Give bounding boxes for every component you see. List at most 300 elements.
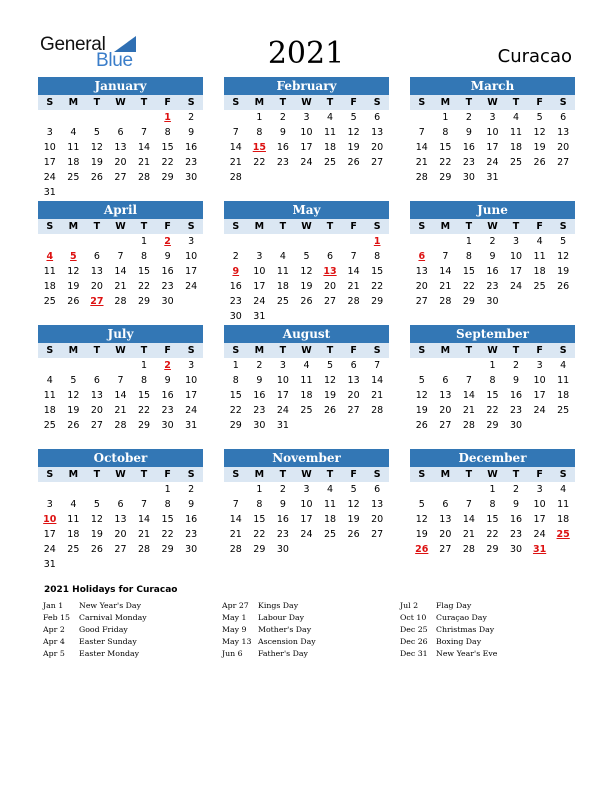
day-cell: 19 <box>67 405 80 416</box>
weekday-label: S <box>232 97 240 108</box>
day-cell: 7 <box>117 251 124 262</box>
day-cell: 26 <box>347 157 360 168</box>
weekday-label: S <box>46 345 54 356</box>
day-cell: 25 <box>67 544 80 555</box>
weekday-label: W <box>487 97 498 108</box>
weekday-label: S <box>46 221 54 232</box>
weekday-header <box>38 219 203 234</box>
day-cell: 5 <box>350 484 357 495</box>
day-cell: 14 <box>137 142 151 153</box>
day-cell: 13 <box>371 127 384 138</box>
month-january <box>38 77 203 200</box>
day-cell: 15 <box>137 390 151 401</box>
day-cell: 19 <box>90 529 103 540</box>
weekday-header <box>38 343 203 358</box>
day-cell: 17 <box>533 390 546 401</box>
day-cell: 7 <box>418 127 425 138</box>
days-grid <box>38 482 203 572</box>
empty-day <box>248 234 272 249</box>
empty-day <box>85 482 109 497</box>
empty-day <box>62 110 86 125</box>
day-cell: 17 <box>253 281 266 292</box>
day-cell: 27 <box>90 420 103 431</box>
day-cell: 3 <box>188 360 195 371</box>
month-june <box>410 201 575 309</box>
day-cell: 27 <box>371 529 384 540</box>
day-cell: 14 <box>114 266 127 277</box>
day-cell: 11 <box>67 514 80 525</box>
day-cell: 1 <box>256 484 263 495</box>
day-cell: 5 <box>536 112 543 123</box>
day-cell: 22 <box>253 529 266 540</box>
day-cell: 19 <box>347 514 360 525</box>
day-cell: 21 <box>347 281 360 292</box>
day-cell: 12 <box>323 375 337 386</box>
month-title: April <box>38 201 203 219</box>
weekday-label: W <box>301 221 312 232</box>
day-cell: 29 <box>137 420 151 431</box>
day-cell: 29 <box>462 296 475 307</box>
day-cell: 27 <box>114 172 127 183</box>
day-cell: 22 <box>161 157 174 168</box>
day-cell: 31 <box>253 311 266 322</box>
day-cell: 27 <box>439 420 452 431</box>
holiday-date: Jul 2 <box>400 601 419 610</box>
day-cell: 20 <box>347 390 360 401</box>
day-cell: 28 <box>229 172 242 183</box>
weekday-label: M <box>440 345 451 356</box>
empty-day <box>342 234 366 249</box>
day-cell: 12 <box>415 514 428 525</box>
day-cell: 27 <box>371 157 384 168</box>
empty-day <box>109 110 133 125</box>
month-title: November <box>224 449 389 467</box>
empty-day <box>85 110 109 125</box>
holiday-name: Kings Day <box>258 601 299 610</box>
day-cell: 18 <box>300 390 313 401</box>
day-cell: 24 <box>43 172 56 183</box>
day-cell: 27 <box>114 544 127 555</box>
day-cell: 21 <box>462 529 475 540</box>
day-cell: 16 <box>185 514 198 525</box>
weekday-label: F <box>164 221 171 232</box>
day-cell: 4 <box>70 127 77 138</box>
day-cell: 20 <box>371 142 384 153</box>
month-title: September <box>410 325 575 343</box>
day-cell: 30 <box>509 420 523 431</box>
weekday-label: M <box>254 97 265 108</box>
empty-day <box>109 358 133 373</box>
day-cell: 3 <box>256 251 263 262</box>
day-cell: 16 <box>185 142 198 153</box>
day-cell: 3 <box>489 112 496 123</box>
empty-day <box>38 482 62 497</box>
holiday-name: New Year's Eve <box>436 649 498 658</box>
empty-day <box>62 358 86 373</box>
month-title: June <box>410 201 575 219</box>
day-cell: 18 <box>557 390 570 401</box>
day-cell: 25 <box>509 157 523 168</box>
weekday-label: M <box>68 221 79 232</box>
empty-day <box>62 234 86 249</box>
day-cell: 4 <box>327 112 334 123</box>
day-cell: 20 <box>323 281 337 292</box>
weekday-label: T <box>93 221 101 232</box>
day-cell: 30 <box>229 311 242 322</box>
day-cell: 26 <box>90 544 103 555</box>
weekday-label: T <box>512 221 520 232</box>
day-cell: 26 <box>415 420 428 431</box>
day-cell: 14 <box>229 514 242 525</box>
day-cell: 25 <box>300 405 313 416</box>
day-cell: 28 <box>371 405 384 416</box>
day-cell: 16 <box>276 142 289 153</box>
day-cell: 24 <box>533 405 546 416</box>
day-cell: 25 <box>533 281 546 292</box>
day-cell: 17 <box>533 514 546 525</box>
day-cell: 28 <box>137 172 151 183</box>
holiday-row <box>43 600 147 612</box>
day-cell: 4 <box>303 360 310 371</box>
day-cell: 5 <box>93 499 100 510</box>
weekday-label: T <box>140 345 148 356</box>
day-cell: 1 <box>232 360 239 371</box>
day-cell: 3 <box>536 484 543 495</box>
day-cell: 4 <box>513 112 520 123</box>
day-cell: 28 <box>347 296 360 307</box>
day-cell: 9 <box>489 251 496 262</box>
days-grid <box>224 234 389 324</box>
weekday-label: T <box>326 221 334 232</box>
day-cell: 30 <box>462 172 475 183</box>
holiday-date: Oct 10 <box>400 613 427 622</box>
day-cell: 12 <box>415 390 428 401</box>
day-cell: 3 <box>536 360 543 371</box>
weekday-label: T <box>465 221 473 232</box>
day-cell: 24 <box>300 529 313 540</box>
weekday-label: T <box>279 97 287 108</box>
weekday-label: F <box>536 221 543 232</box>
day-cell: 13 <box>371 499 384 510</box>
day-cell: 1 <box>489 484 496 495</box>
month-title: October <box>38 449 203 467</box>
day-cell: 11 <box>323 499 337 510</box>
holiday-date: Dec 25 <box>400 625 428 634</box>
holiday-name: Easter Monday <box>79 649 140 658</box>
holiday-column <box>43 600 147 660</box>
day-cell: 11 <box>300 375 313 386</box>
day-cell: 18 <box>67 529 80 540</box>
day-cell: 14 <box>462 390 475 401</box>
day-cell: 28 <box>114 420 127 431</box>
day-cell: 30 <box>509 544 523 555</box>
weekday-label: F <box>536 469 543 480</box>
weekday-header <box>224 95 389 110</box>
day-cell: 20 <box>557 142 570 153</box>
day-cell: 13 <box>114 514 127 525</box>
day-cell: 31 <box>486 172 499 183</box>
empty-day <box>132 482 156 497</box>
day-cell: 25 <box>323 157 337 168</box>
day-cell: 4 <box>536 236 543 247</box>
weekday-label: T <box>465 469 473 480</box>
empty-day <box>410 482 434 497</box>
holiday-name: Carnival Monday <box>79 613 147 622</box>
day-cell: 12 <box>67 266 80 277</box>
day-cell: 13 <box>114 142 127 153</box>
empty-day <box>410 358 434 373</box>
empty-day <box>85 234 109 249</box>
holiday-name: Ascension Day <box>258 637 316 646</box>
month-title: March <box>410 77 575 95</box>
day-cell: 10 <box>300 127 313 138</box>
holiday-row <box>222 648 316 660</box>
day-cell: 23 <box>161 405 174 416</box>
day-cell: 9 <box>513 375 520 386</box>
day-cell: 7 <box>374 360 381 371</box>
empty-day <box>109 234 133 249</box>
day-cell: 11 <box>67 142 80 153</box>
day-cell: 16 <box>509 390 523 401</box>
day-cell: 26 <box>90 172 103 183</box>
day-cell: 5 <box>327 360 334 371</box>
day-cell: 8 <box>374 251 381 262</box>
day-cell: 11 <box>43 390 56 401</box>
day-cell: 18 <box>67 157 80 168</box>
day-cell: 2 <box>489 236 496 247</box>
day-cell: 26 <box>67 420 80 431</box>
day-cell: 1 <box>256 112 263 123</box>
day-cell: 12 <box>347 127 360 138</box>
day-cell: 10 <box>185 375 198 386</box>
weekday-label: S <box>373 469 381 480</box>
day-cell: 15 <box>371 266 384 277</box>
day-cell: 20 <box>415 281 428 292</box>
weekday-label: S <box>232 221 240 232</box>
day-cell: 18 <box>323 142 337 153</box>
holiday-day: 27 <box>90 296 104 307</box>
day-cell: 29 <box>371 296 384 307</box>
day-cell: 20 <box>439 405 452 416</box>
day-cell: 2 <box>188 484 195 495</box>
day-cell: 19 <box>300 281 313 292</box>
day-cell: 19 <box>67 281 80 292</box>
day-cell: 28 <box>114 296 127 307</box>
day-cell: 1 <box>465 236 472 247</box>
day-cell: 11 <box>323 127 337 138</box>
days-grid <box>224 110 389 185</box>
day-cell: 12 <box>347 499 360 510</box>
day-cell: 6 <box>374 112 381 123</box>
day-cell: 11 <box>557 375 570 386</box>
empty-day <box>271 234 295 249</box>
day-cell: 9 <box>465 127 472 138</box>
day-cell: 5 <box>93 127 100 138</box>
holiday-row <box>43 624 147 636</box>
holiday-column <box>222 600 316 660</box>
day-cell: 8 <box>442 127 449 138</box>
day-cell: 19 <box>557 266 570 277</box>
day-cell: 24 <box>43 544 56 555</box>
day-cell: 21 <box>415 157 428 168</box>
month-november <box>224 449 389 557</box>
day-cell: 26 <box>557 281 570 292</box>
day-cell: 27 <box>415 296 428 307</box>
month-december <box>410 449 575 557</box>
brand-logo <box>40 34 140 70</box>
day-cell: 24 <box>253 296 266 307</box>
weekday-label: S <box>418 221 426 232</box>
weekday-label: W <box>487 469 498 480</box>
day-cell: 6 <box>350 360 357 371</box>
day-cell: 11 <box>276 266 289 277</box>
day-cell: 6 <box>442 375 449 386</box>
day-cell: 30 <box>185 544 198 555</box>
day-cell: 22 <box>253 157 266 168</box>
weekday-header <box>224 219 389 234</box>
day-cell: 7 <box>232 499 239 510</box>
holiday-day: 10 <box>43 514 57 525</box>
day-cell: 30 <box>253 420 266 431</box>
day-cell: 25 <box>43 296 56 307</box>
month-august <box>224 325 389 433</box>
empty-day <box>109 482 133 497</box>
day-cell: 5 <box>418 499 425 510</box>
day-cell: 9 <box>164 251 171 262</box>
weekday-header <box>38 95 203 110</box>
weekday-header <box>410 467 575 482</box>
month-title: August <box>224 325 389 343</box>
weekday-header <box>38 467 203 482</box>
day-cell: 6 <box>117 127 124 138</box>
weekday-label: T <box>512 97 520 108</box>
day-cell: 23 <box>509 405 523 416</box>
weekday-label: S <box>373 345 381 356</box>
day-cell: 7 <box>350 251 357 262</box>
day-cell: 29 <box>137 296 151 307</box>
day-cell: 20 <box>90 405 103 416</box>
weekday-label: T <box>140 97 148 108</box>
day-cell: 8 <box>141 375 148 386</box>
weekday-label: M <box>440 221 451 232</box>
day-cell: 15 <box>439 142 452 153</box>
empty-day <box>224 234 248 249</box>
holiday-day: 1 <box>373 236 381 247</box>
day-cell: 10 <box>509 251 523 262</box>
day-cell: 10 <box>486 127 499 138</box>
weekday-label: W <box>115 97 126 108</box>
holiday-name: Curaçao Day <box>436 613 487 622</box>
days-grid <box>410 482 575 557</box>
day-cell: 10 <box>185 251 198 262</box>
day-cell: 5 <box>560 236 567 247</box>
holiday-name: Flag Day <box>436 601 472 610</box>
day-cell: 8 <box>465 251 472 262</box>
weekday-header <box>224 343 389 358</box>
holiday-date: Dec 31 <box>400 649 428 658</box>
day-cell: 1 <box>164 484 171 495</box>
weekday-label: T <box>93 345 101 356</box>
day-cell: 23 <box>509 529 523 540</box>
day-cell: 22 <box>161 529 174 540</box>
day-cell: 21 <box>229 529 242 540</box>
weekday-label: F <box>350 345 357 356</box>
holiday-column <box>400 600 497 660</box>
day-cell: 7 <box>465 499 472 510</box>
day-cell: 23 <box>462 157 475 168</box>
day-cell: 17 <box>300 142 313 153</box>
holiday-day: 2 <box>164 360 171 371</box>
day-cell: 21 <box>137 529 151 540</box>
holiday-day: 1 <box>164 112 171 123</box>
day-cell: 9 <box>164 375 171 386</box>
empty-day <box>318 234 342 249</box>
day-cell: 24 <box>533 529 546 540</box>
day-cell: 8 <box>141 251 148 262</box>
weekday-label: W <box>487 221 498 232</box>
month-title: December <box>410 449 575 467</box>
day-cell: 27 <box>557 157 570 168</box>
day-cell: 12 <box>300 266 313 277</box>
day-cell: 4 <box>560 360 567 371</box>
day-cell: 30 <box>161 296 174 307</box>
weekday-header <box>224 467 389 482</box>
weekday-label: F <box>164 345 171 356</box>
day-cell: 12 <box>67 390 80 401</box>
day-cell: 7 <box>465 375 472 386</box>
day-cell: 30 <box>185 172 198 183</box>
day-cell: 26 <box>323 405 337 416</box>
holiday-name: Good Friday <box>79 625 128 634</box>
weekday-label: T <box>326 345 334 356</box>
weekday-label: T <box>279 221 287 232</box>
holiday-date: Feb 15 <box>43 613 70 622</box>
day-cell: 21 <box>114 405 127 416</box>
weekday-label: S <box>187 469 195 480</box>
day-cell: 16 <box>509 514 523 525</box>
weekday-label: F <box>350 469 357 480</box>
holiday-date: Jan 1 <box>43 601 64 610</box>
day-cell: 20 <box>114 529 127 540</box>
holiday-row <box>400 600 497 612</box>
day-cell: 31 <box>185 420 198 431</box>
holiday-day: 9 <box>232 266 240 277</box>
day-cell: 20 <box>114 157 127 168</box>
day-cell: 20 <box>439 529 452 540</box>
month-february <box>224 77 389 185</box>
day-cell: 24 <box>185 281 198 292</box>
weekday-label: S <box>559 221 567 232</box>
holiday-row <box>400 648 497 660</box>
empty-day <box>457 482 481 497</box>
weekday-label: S <box>559 345 567 356</box>
weekday-label: W <box>115 221 126 232</box>
weekday-label: W <box>301 97 312 108</box>
day-cell: 28 <box>415 172 428 183</box>
day-cell: 10 <box>533 499 546 510</box>
day-cell: 11 <box>557 499 570 510</box>
holiday-day: 31 <box>532 544 547 555</box>
day-cell: 7 <box>442 251 449 262</box>
weekday-label: S <box>418 469 426 480</box>
day-cell: 4 <box>327 484 334 495</box>
day-cell: 29 <box>161 544 174 555</box>
day-cell: 21 <box>462 405 475 416</box>
day-cell: 18 <box>533 266 546 277</box>
day-cell: 2 <box>465 112 472 123</box>
weekday-label: T <box>93 469 101 480</box>
day-cell: 13 <box>439 390 452 401</box>
